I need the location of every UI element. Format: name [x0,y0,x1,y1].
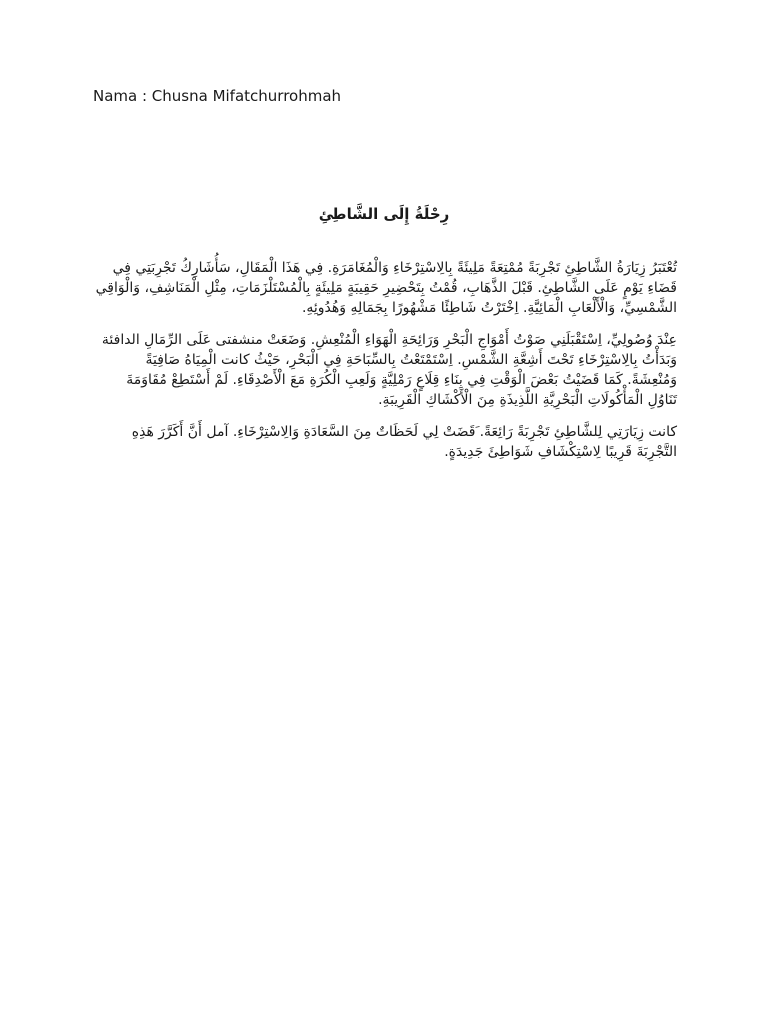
paragraph-2: عِنْدَ وُصُولِيِّ، اِسْتَقْبَلَنِي صَوْتُ أَمْوَاجِ الْبَحْرِ وَرَائِحَةِ الْهَوَاءِ الْمُنْعِشِ. وَضَعَتْ منشفتى عَلَى الرِّمَالِ الدافئة وَبَدَأْتُ بِالِاسْتِرْخَاءِ تَحْتَ أَشِعَّةِ الشَّمْسِ. اِسْتَمْتَعْتُ بِالسِّبَاحَةِ فِي الْبَحْرِ، حَيْثُ كانت الْمِيَاهُ صَافِيَةً وَمُنْعِشَةً. كَمَا قَضَيْتُ بَعْضَ الْوَقْتِ فِي بِنَاءِ قِلَاعٍ رَمْلِيَّةٍ وَلَعِبِ الْكُرَةِ مَعَ الْأَصْدِقَاءِ. لَمْ أَسْتَطِعْ مُقَاوَمَةَ تَنَاوُلِ الْمَأْكُولَاتِ الْبَحْرِيَّةِ اللَّذِيذَةِ مِنَ الْأَكْشَاكِ الْقَرِيبَةِ. [101,332,677,408]
author-name: Nama : Chusna Mifatchurrohmah [93,87,342,105]
paragraph-1: تُعْتَبَرُ زِيَارَةُ الشَّاطِئِ تَجْرِبَةً مُمْتِعَةً مَلِيئَةً بِالِاسْتِرْخَاءِ وَالْمُغَامَرَةِ. فِي هَذَا الْمَقَالِ، سَأُشَارِكُ تَجْرِبَتِي فِي قَضَاءِ يَوْمٍ عَلَى الشَّاطِئِ. قَبْلَ الذَّهَابِ، قُمْتُ بِتَحْضِيرِ حَقِيبَةٍ مَلِيئَةٍ بِالْمُسْتَلْزَمَاتِ، مِثْلِ الْمَنَاشِفِ، وَالْوَاقِي الشَّمْسِيِّ، وَالْأَلْعَابِ الْمَائِيَّةِ. اِخْتَرْتُ شَاطِئًا مَشْهُورًا بِجَمَالِهِ وَهُدُوئِهِ. [95,260,677,316]
document-body [93,258,677,474]
document-title: رِحْلَةُ إِلَى الشَّاطِئِ [318,205,450,223]
paragraph-3: كانت زِيَارَتِي لِلشَّاطِئِ تَجْرِبَةً رَائِعَةً. َقَضَتْ لِي لَحَظَاتٌ مِنَ السَّعَادَةِ وَالِاسْتِرْخَاءِ. آمل أَنَّ أَكَرَّرَ هَذِهِ التَّجْرِبَةَ قَرِيبًا لِاسْتِكْشَافِ شَوَاطِئَ جَدِيدَةٍ. [131,424,677,460]
